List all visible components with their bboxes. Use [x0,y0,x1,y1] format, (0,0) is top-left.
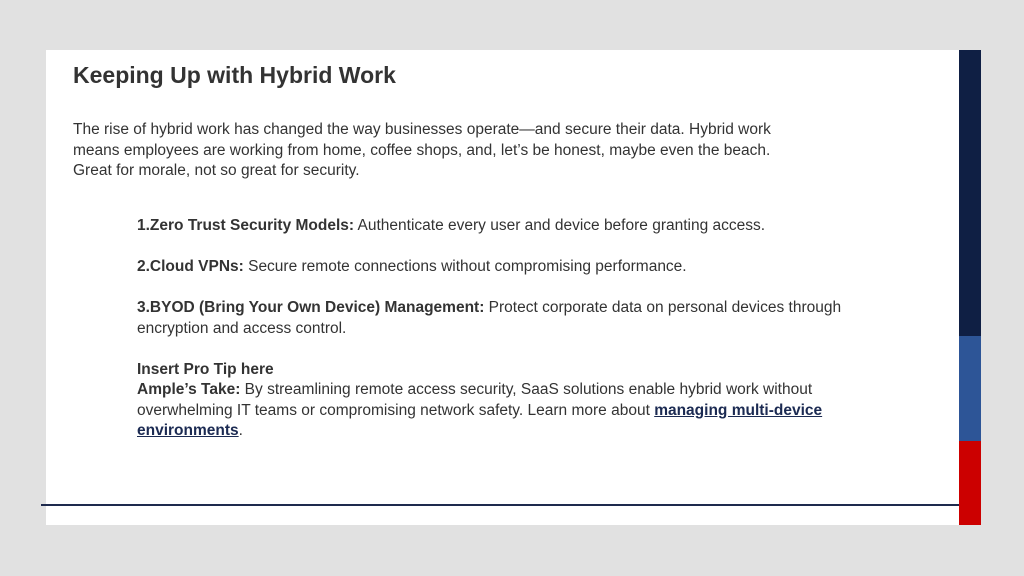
amples-take [137,380,897,442]
list-item [137,298,897,339]
intro-paragraph: The rise of hybrid work has changed the way businesses operate—and secure their data. Hybrid work means employees are working from home, coffee shops, and, let’s be honest, maybe even the beach. Great for morale, not so great for security. [73,121,771,179]
pro-tip-heading [137,360,897,381]
list-item-text: Protect corporate data on personal devices through encryption and access control. [137,299,842,337]
accent-bar-navy [959,50,981,336]
footer-divider [41,504,960,506]
amples-take-label: Ample’s Take: [137,381,241,398]
list-item-label: 1.Zero Trust Security Models: [137,217,355,234]
amples-take-text: By streamlining remote access security, SaaS solutions enable hybrid work without overwhelming IT teams or compromising network safety. Learn more about [137,381,813,419]
slide-title: Keeping Up with Hybrid Work [73,62,396,88]
accent-bar-blue [959,336,981,441]
list-item-label: 3.BYOD (Bring Your Own Device) Management: [137,299,485,316]
list-item [137,216,897,237]
list-item [137,257,897,278]
slide [46,50,981,525]
list-item-label: 2.Cloud VPNs: [137,258,244,275]
pro-tip-heading-text: Insert Pro Tip here [137,360,274,378]
accent-bar-red [959,441,981,525]
amples-take-end: . [238,422,243,439]
list-item-text: Secure remote connections without compromising performance. [243,258,687,275]
managing-devices-link[interactable]: managing multi-device environments [137,401,823,439]
tips-list [137,216,897,442]
list-item-text: Authenticate every user and device before granting access. [354,217,766,234]
